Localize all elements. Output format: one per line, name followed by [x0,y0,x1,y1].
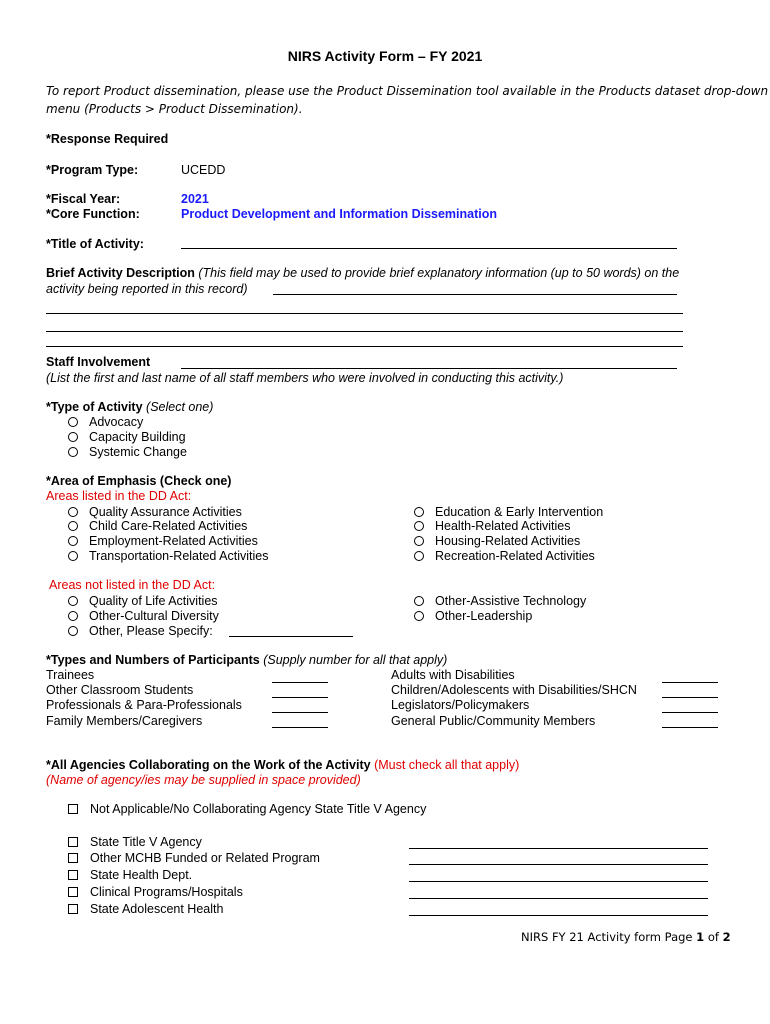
checkbox-icon[interactable] [68,870,78,880]
brief-desc-note: (This field may be used to provide brief explanatory information (up to 50 words) on the [198,266,680,280]
agency-clinical[interactable] [68,885,243,899]
checkbox-icon[interactable] [68,853,78,863]
radio-icon[interactable] [68,417,78,427]
program-type-label: *Program Type: [46,163,139,177]
participant-general-public: General Public/Community Members [391,714,596,728]
option-label: Housing-Related Activities [435,534,581,548]
program-type-value: UCEDD [181,163,226,177]
radio-icon[interactable] [414,596,424,606]
participants-note: (Supply number for all that apply) [263,653,448,667]
dd-act-heading: Areas listed in the DD Act: [46,489,192,503]
emphasis-employment[interactable] [68,534,258,548]
participant-count-field[interactable] [272,697,328,698]
agency-mchb[interactable] [68,851,320,865]
radio-icon[interactable] [414,536,424,546]
participant-count-field[interactable] [272,682,328,683]
option-label: Other-Leadership [435,609,533,623]
core-function-label: *Core Function: [46,207,140,221]
staff-field[interactable] [181,368,677,369]
checkbox-icon[interactable] [68,904,78,914]
staff-note: (List the first and last name of all staff members who were involved in conducting this activity.) [46,371,564,385]
participant-count-field[interactable] [272,727,328,728]
brief-desc-field-1[interactable] [273,294,677,295]
agency-name-field[interactable] [409,915,708,916]
participant-count-field[interactable] [662,697,718,698]
footer-total-pages: 2 [722,930,731,944]
title-of-activity-field[interactable] [181,248,677,249]
participant-professionals: Professionals & Para-Professionals [46,698,242,712]
agency-name-field[interactable] [409,881,708,882]
option-label: State Health Dept. [90,868,193,882]
option-label: Other-Assistive Technology [435,594,587,608]
emphasis-education[interactable] [414,505,603,519]
not-dd-heading: Areas not listed in the DD Act: [49,578,216,592]
participants-label: *Types and Numbers of Participants [46,653,260,667]
page-title: NIRS Activity Form – FY 2021 [287,48,483,64]
type-of-activity-note: (Select one) [146,400,214,414]
radio-icon[interactable] [414,551,424,561]
participant-classroom: Other Classroom Students [46,683,194,697]
emphasis-transportation[interactable] [68,549,268,563]
fiscal-year-label: *Fiscal Year: [46,192,121,206]
radio-icon[interactable] [68,626,78,636]
emphasis-health[interactable] [414,519,570,533]
other-specify-field[interactable] [229,636,353,637]
brief-desc-label: Brief Activity Description [46,266,195,280]
participant-count-field[interactable] [662,682,718,683]
emphasis-leadership[interactable] [414,609,532,623]
agency-name-field[interactable] [409,848,708,849]
option-label: Advocacy [89,415,144,429]
radio-icon[interactable] [68,536,78,546]
radio-icon[interactable] [68,521,78,531]
radio-icon[interactable] [414,521,424,531]
participant-count-field[interactable] [662,712,718,713]
participant-trainees: Trainees [46,668,95,682]
option-label: Other, Please Specify: [89,624,213,638]
intro-line-1: To report Product dissemination, please use the Product Dissemination tool available in the Products dataset drop-down [46,84,769,98]
radio-icon[interactable] [68,611,78,621]
area-of-emphasis-label: *Area of Emphasis (Check one) [46,474,232,488]
brief-desc-field-3[interactable] [46,331,683,332]
participant-legislators: Legislators/Policymakers [391,698,530,712]
participant-children: Children/Adolescents with Disabilities/SHCN [391,683,637,697]
agency-name-field[interactable] [409,898,708,899]
participants-heading [46,653,447,667]
emphasis-recreation[interactable] [414,549,595,563]
emphasis-other-specify[interactable] [68,624,213,638]
checkbox-icon[interactable] [68,887,78,897]
option-label: Education & Early Intervention [435,505,604,519]
option-label: Transportation-Related Activities [89,549,269,563]
option-label: Health-Related Activities [435,519,571,533]
participant-adults: Adults with Disabilities [391,668,515,682]
participant-count-field[interactable] [272,712,328,713]
title-of-activity-label: *Title of Activity: [46,237,144,251]
checkbox-icon[interactable] [68,804,78,814]
agency-not-applicable[interactable] [68,802,426,816]
emphasis-cultural-diversity[interactable] [68,609,219,623]
emphasis-housing[interactable] [414,534,580,548]
brief-desc-note-2: activity being reported in this record) [46,282,248,296]
footer-of: of [704,930,723,944]
activity-option-capacity-building[interactable] [68,430,186,444]
radio-icon[interactable] [414,611,424,621]
agency-adolescent-health[interactable] [68,902,223,916]
page-footer [521,930,731,944]
core-function-value: Product Development and Information Dissemination [181,207,498,221]
response-required: *Response Required [46,132,169,146]
brief-desc-field-2[interactable] [46,313,683,314]
emphasis-quality-of-life[interactable] [68,594,218,608]
type-of-activity-label: *Type of Activity [46,400,143,414]
emphasis-child-care[interactable] [68,519,247,533]
participant-count-field[interactable] [662,727,718,728]
option-label: Systemic Change [89,445,187,459]
footer-prefix: NIRS FY 21 Activity form Page [521,930,697,944]
option-label: Other MCHB Funded or Related Program [90,851,320,865]
radio-icon[interactable] [68,596,78,606]
agency-health-dept[interactable] [68,868,192,882]
agency-name-field[interactable] [409,864,708,865]
intro-line-2: menu (Products > Product Dissemination). [46,102,303,116]
staff-label: Staff Involvement [46,355,151,369]
radio-icon[interactable] [68,507,78,517]
option-label: Other-Cultural Diversity [89,609,219,623]
radio-icon[interactable] [68,551,78,561]
agencies-label: *All Agencies Collaborating on the Work of the Activity [46,758,371,772]
activity-option-advocacy[interactable] [68,415,143,429]
fiscal-year-value: 2021 [181,192,209,206]
brief-desc-field-4[interactable] [46,346,683,347]
option-label: Quality of Life Activities [89,594,218,608]
option-label: Not Applicable/No Collaborating Agency State Title V Agency [90,802,427,816]
option-label: Clinical Programs/Hospitals [90,885,243,899]
agencies-note: (Must check all that apply) [374,758,520,772]
brief-desc-heading [46,266,679,280]
option-label: State Adolescent Health [90,902,224,916]
activity-option-systemic-change[interactable] [68,445,187,459]
option-label: State Title V Agency [90,835,202,849]
option-label: Child Care-Related Activities [89,519,248,533]
radio-icon[interactable] [68,432,78,442]
option-label: Recreation-Related Activities [435,549,595,563]
radio-icon[interactable] [68,447,78,457]
emphasis-quality-assurance[interactable] [68,505,242,519]
option-label: Employment-Related Activities [89,534,258,548]
agencies-note-2: (Name of agency/ies may be supplied in space provided) [46,773,361,787]
option-label: Quality Assurance Activities [89,505,242,519]
emphasis-assistive-technology[interactable] [414,594,586,608]
option-label: Capacity Building [89,430,186,444]
type-of-activity-heading [46,400,213,414]
agency-title-v[interactable] [68,835,202,849]
agencies-heading [46,758,519,772]
radio-icon[interactable] [414,507,424,517]
checkbox-icon[interactable] [68,837,78,847]
participant-family: Family Members/Caregivers [46,714,203,728]
footer-page-number: 1 [696,930,705,944]
